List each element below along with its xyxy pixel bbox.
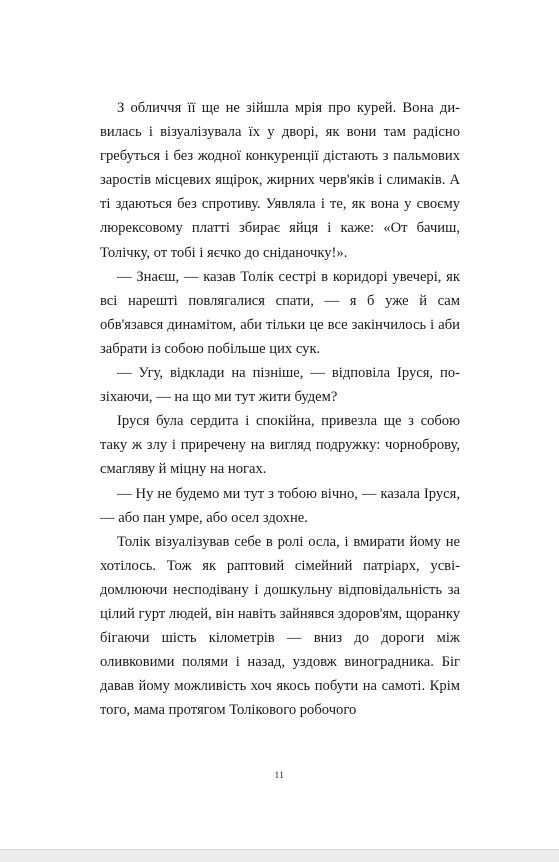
body-text (100, 96, 460, 722)
paragraph: — Угу, відклади на пізніше, — відповіла Іруся, позіхаючи, — на що ми тут жити будем? (100, 365, 460, 406)
page-bottom-edge (0, 849, 559, 862)
page-number: 11 (274, 770, 285, 780)
paragraph: — Ну не будемо ми тут з тобою вічно, — казала Іруся, — або пан умре, або осел здохне. (100, 485, 460, 526)
paragraph: З обличчя її ще не зійшла мрія про курей. Вона дивилась і візуалізувала їх у дворі, як вони там радісно гребуться і без жодної конкуренції дістають з пальмових заростів місцевих ящірок, жирних черв'яків і слимаків. А ті здаються без спротиву. Уявляла і те, як вона у своєму люрексовому платті збирає яйця і каже: «От бачиш, Толічку, от тобі і яєчко до сніданочку!». (100, 100, 460, 261)
paragraph: Толік візуалізував себе в ролі осла, і вмирати йому не хотілось. Тож як раптовий сімейний патріарх, усвідомлюючи несподівану і дошкульну відповідальність за цілий гурт людей, він навіть зайнявся здоров'ям, щоранку бігаючи шість кілометрів — вниз до дороги між оливковими полями і назад, уздовж виноградника. Біг давав йому можливість хоч якось побути на самоті. Крім того, мама протягом Толікового робочого (100, 533, 460, 719)
paragraph: — Знаєш, — казав Толік сестрі в коридорі увечері, як всі нарешті повлягалися спати, — я б уже й сам обв'язався динамітом, аби тільки це все закінчилось і аби забрати із собою побільше цих сук. (100, 268, 460, 357)
paragraph: Іруся була сердита і спокійна, привезла ще з собою таку ж злу і приречену на вигляд подружку: чорноброву, смагляву й міцну на ногах. (100, 413, 460, 478)
